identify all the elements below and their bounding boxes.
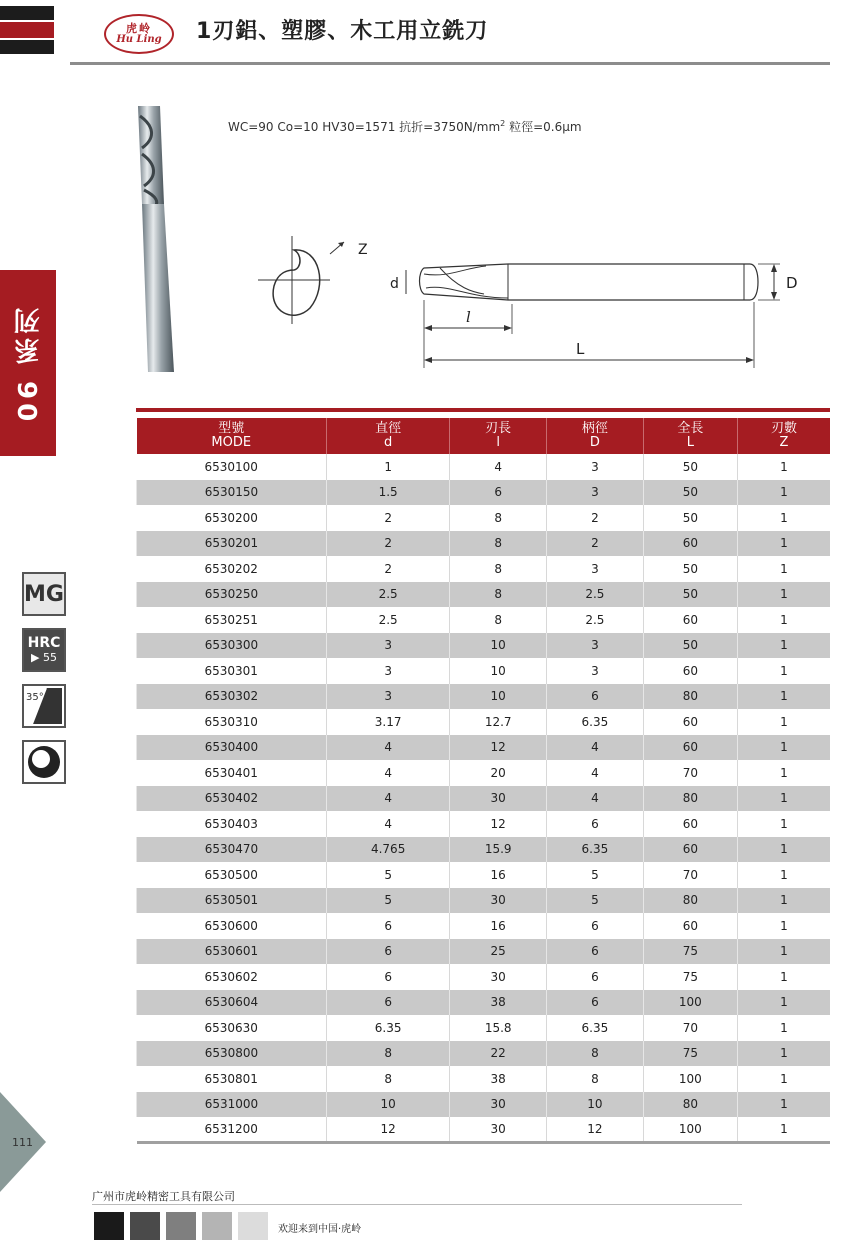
table-cell: 12 bbox=[450, 811, 547, 837]
company-name: 广州市虎岭精密工具有限公司 bbox=[92, 1190, 235, 1203]
table-cell: 16 bbox=[450, 913, 547, 939]
table-cell: 50 bbox=[643, 633, 737, 659]
table-cell: 6530501 bbox=[137, 888, 327, 914]
table-cell: 2 bbox=[547, 531, 644, 557]
table-cell: 70 bbox=[643, 1015, 737, 1041]
table-row bbox=[137, 760, 831, 786]
table-header-cell bbox=[326, 418, 449, 454]
table-cell: 3 bbox=[326, 684, 449, 710]
table-header-cell bbox=[137, 418, 327, 454]
table-cell: 1 bbox=[737, 531, 830, 557]
table-cell: 5 bbox=[547, 862, 644, 888]
table-row bbox=[137, 786, 831, 812]
table-cell: 1 bbox=[737, 786, 830, 812]
table-cell: 1 bbox=[737, 1066, 830, 1092]
helix-angle-icon bbox=[22, 684, 66, 728]
table-cell: 50 bbox=[643, 582, 737, 608]
hrc-icon bbox=[22, 628, 66, 672]
table-row bbox=[137, 1066, 831, 1092]
table-cell: 3 bbox=[547, 633, 644, 659]
table-cell: 6530500 bbox=[204, 867, 258, 882]
table-cell: 2.5 bbox=[326, 607, 449, 633]
header-stripe-top bbox=[0, 6, 54, 20]
table-cell: 5 bbox=[326, 862, 449, 888]
page-title: 1刃鋁、塑膠、木工用立銑刀 bbox=[196, 19, 489, 44]
table-cell: 6530150 bbox=[137, 480, 327, 506]
table-cell: 80 bbox=[643, 786, 737, 812]
table-cell: 4 bbox=[547, 735, 644, 761]
table-cell: 80 bbox=[643, 888, 737, 914]
table-cell: 6530800 bbox=[137, 1041, 327, 1067]
table-row bbox=[137, 709, 831, 735]
table-cell: 4 bbox=[547, 760, 644, 786]
table-cell: 12 bbox=[450, 735, 547, 761]
table-row bbox=[137, 1015, 831, 1041]
table-cell: 1 bbox=[737, 1015, 830, 1041]
table-cell: 6530400 bbox=[137, 735, 327, 761]
page-number: 111 bbox=[12, 1136, 33, 1149]
table-row bbox=[137, 556, 831, 582]
label-L: L bbox=[576, 340, 585, 358]
table-cell: 10 bbox=[450, 658, 547, 684]
spec-text: WC=90 Co=10 HV30=1571 抗折=3750N/mm bbox=[228, 120, 501, 134]
logo-cn: 虎岭 bbox=[126, 21, 152, 35]
hrc-icon-value: ▶ 55 bbox=[31, 650, 57, 664]
table-cell: 6 bbox=[547, 964, 644, 990]
table-cell: 2 bbox=[326, 505, 449, 531]
table-cell: 12 bbox=[547, 1117, 644, 1143]
header-cn: 型號 bbox=[218, 420, 245, 436]
spec-sup: 2 bbox=[500, 119, 506, 128]
table-row bbox=[137, 939, 831, 965]
table-cell: 75 bbox=[643, 1041, 737, 1067]
table-row bbox=[137, 480, 831, 506]
table-cell: 60 bbox=[643, 811, 737, 837]
table-row bbox=[137, 811, 831, 837]
table-cell: 6530402 bbox=[137, 786, 327, 812]
table-cell: 8 bbox=[450, 531, 547, 557]
table-row bbox=[137, 1092, 831, 1118]
table-cell: 12 bbox=[326, 1117, 449, 1143]
table-cell: 100 bbox=[643, 990, 737, 1016]
table-cell: 6.35 bbox=[547, 837, 644, 863]
table-cell: 8 bbox=[450, 582, 547, 608]
table-cell: 15.8 bbox=[450, 1015, 547, 1041]
spec-table bbox=[136, 418, 830, 1144]
header-cn: 柄徑 bbox=[581, 420, 608, 436]
table-row bbox=[137, 607, 831, 633]
table-cell: 75 bbox=[643, 939, 737, 965]
color-swatch bbox=[94, 1212, 124, 1240]
table-cell: 1 bbox=[737, 709, 830, 735]
table-cell: 3 bbox=[547, 454, 644, 480]
color-swatch bbox=[166, 1212, 196, 1240]
table-cell: 6530201 bbox=[137, 531, 327, 557]
table-cell: 6.35 bbox=[547, 709, 644, 735]
table-cell: 6530401 bbox=[204, 765, 258, 780]
label-d: d bbox=[390, 276, 399, 292]
header-en: Z bbox=[779, 435, 789, 450]
table-cell: 2.5 bbox=[326, 582, 449, 608]
table-cell: 1 bbox=[737, 684, 830, 710]
header-cn: 刃數 bbox=[770, 420, 797, 436]
helix-angle-text: 35° bbox=[26, 692, 44, 703]
table-cell: 6 bbox=[547, 913, 644, 939]
table-cell: 1 bbox=[737, 505, 830, 531]
table-cell: 6 bbox=[326, 913, 449, 939]
table-cell: 6530300 bbox=[137, 633, 327, 659]
header-cn: 全長 bbox=[677, 420, 704, 436]
table-cell: 25 bbox=[450, 939, 547, 965]
table-cell: 2.5 bbox=[547, 607, 644, 633]
color-swatch bbox=[130, 1212, 160, 1240]
table-header-cell bbox=[547, 418, 644, 454]
dimension-diagram bbox=[258, 228, 818, 368]
table-cell: 8 bbox=[450, 505, 547, 531]
table-cell: 6 bbox=[450, 480, 547, 506]
table-cell: 38 bbox=[450, 1066, 547, 1092]
table-cell: 15.9 bbox=[450, 837, 547, 863]
table-cell: 20 bbox=[450, 760, 547, 786]
table-cell: 1 bbox=[737, 658, 830, 684]
table-row bbox=[137, 505, 831, 531]
table-cell: 1 bbox=[737, 862, 830, 888]
table-cell: 2 bbox=[547, 505, 644, 531]
table-cell: 4 bbox=[326, 760, 449, 786]
end-mill-photo bbox=[134, 104, 180, 376]
table-cell: 1 bbox=[737, 888, 830, 914]
table-cell: 100 bbox=[643, 1066, 737, 1092]
table-cell: 4.765 bbox=[326, 837, 449, 863]
table-row bbox=[137, 964, 831, 990]
table-row bbox=[137, 888, 831, 914]
table-header-row bbox=[137, 418, 831, 454]
table-row bbox=[137, 684, 831, 710]
table-row bbox=[137, 862, 831, 888]
table-cell: 38 bbox=[450, 990, 547, 1016]
table-cell: 6.35 bbox=[547, 1015, 644, 1041]
table-cell: 1 bbox=[737, 556, 830, 582]
mg-icon bbox=[22, 572, 66, 616]
table-row bbox=[137, 837, 831, 863]
color-swatch bbox=[202, 1212, 232, 1240]
label-D: D bbox=[786, 274, 798, 292]
table-cell: 4 bbox=[547, 786, 644, 812]
table-cell: 50 bbox=[643, 556, 737, 582]
side-view bbox=[390, 264, 798, 368]
ball-icon-graphic bbox=[24, 742, 64, 782]
material-spec bbox=[228, 118, 582, 135]
table-cell: 60 bbox=[643, 709, 737, 735]
header-stripe-bottom bbox=[0, 40, 54, 54]
hrc-value: 55 bbox=[42, 650, 57, 664]
table-cell: 1 bbox=[737, 964, 830, 990]
table-cell: 6530200 bbox=[204, 510, 258, 525]
table-row bbox=[137, 454, 831, 480]
table-cell: 10 bbox=[450, 684, 547, 710]
table-top-rule bbox=[136, 408, 830, 412]
table-cell: 6 bbox=[326, 990, 449, 1016]
table-cell: 3 bbox=[547, 556, 644, 582]
table-cell: 1 bbox=[737, 454, 830, 480]
table-row bbox=[137, 531, 831, 557]
table-cell: 6530600 bbox=[204, 918, 258, 933]
series-label: 06 系列 bbox=[13, 304, 44, 422]
table-cell: 6530301 bbox=[204, 663, 258, 678]
logo-en: Hu Ling bbox=[116, 33, 162, 45]
table-body bbox=[137, 454, 831, 1143]
table-cell: 1.5 bbox=[326, 480, 449, 506]
table-cell: 1 bbox=[737, 990, 830, 1016]
table-cell: 1 bbox=[737, 939, 830, 965]
table-cell: 3.17 bbox=[326, 709, 449, 735]
table-cell: 2 bbox=[326, 556, 449, 582]
table-cell: 8 bbox=[326, 1041, 449, 1067]
table-cell: 60 bbox=[643, 735, 737, 761]
table-cell: 6530801 bbox=[204, 1071, 258, 1086]
header-cn: 刃長 bbox=[485, 420, 512, 436]
table-cell: 80 bbox=[643, 1092, 737, 1118]
table-cell: 100 bbox=[643, 1117, 737, 1143]
table-cell: 1 bbox=[737, 1041, 830, 1067]
table-cell: 1 bbox=[737, 837, 830, 863]
table-cell: 75 bbox=[643, 964, 737, 990]
table-row bbox=[137, 735, 831, 761]
table-cell: 1 bbox=[737, 913, 830, 939]
table-cell: 4 bbox=[450, 454, 547, 480]
table-cell: 3 bbox=[547, 658, 644, 684]
table-cell: 10 bbox=[450, 633, 547, 659]
table-cell: 6 bbox=[547, 939, 644, 965]
table-cell: 6531000 bbox=[137, 1092, 327, 1118]
table-cell: 2.5 bbox=[547, 582, 644, 608]
header-divider bbox=[70, 62, 830, 65]
table-cell: 6 bbox=[547, 684, 644, 710]
table-cell: 1 bbox=[737, 480, 830, 506]
header-en: L bbox=[686, 435, 694, 450]
table-cell: 8 bbox=[547, 1066, 644, 1092]
table-row bbox=[137, 913, 831, 939]
table-cell: 3 bbox=[326, 658, 449, 684]
header-stripe-red bbox=[0, 22, 54, 38]
header-en: MODE bbox=[211, 435, 252, 450]
table-cell: 1 bbox=[737, 582, 830, 608]
table-cell: 30 bbox=[450, 1117, 547, 1143]
table-row bbox=[137, 658, 831, 684]
table-cell: 6 bbox=[326, 939, 449, 965]
welcome-text: 欢迎来到中国·虎岭 bbox=[278, 1224, 362, 1235]
table-cell: 6530302 bbox=[137, 684, 327, 710]
table-cell: 6530604 bbox=[137, 990, 327, 1016]
table-cell: 6531200 bbox=[137, 1117, 327, 1143]
table-cell: 1 bbox=[737, 1117, 830, 1143]
table-cell: 10 bbox=[547, 1092, 644, 1118]
table-cell: 50 bbox=[643, 454, 737, 480]
table-cell: 6 bbox=[547, 811, 644, 837]
table-cell: 6530100 bbox=[204, 459, 258, 474]
table-cell: 22 bbox=[450, 1041, 547, 1067]
table-row bbox=[137, 1041, 831, 1067]
table-cell: 70 bbox=[643, 862, 737, 888]
spec-tail: 粒徑=0.6μm bbox=[505, 120, 582, 134]
table-cell: 60 bbox=[643, 913, 737, 939]
table-cell: 6530403 bbox=[204, 816, 258, 831]
footer-divider bbox=[92, 1204, 742, 1205]
table-cell: 6530630 bbox=[204, 1020, 258, 1035]
table-cell: 60 bbox=[643, 531, 737, 557]
table-cell: 3 bbox=[326, 633, 449, 659]
table-cell: 8 bbox=[326, 1066, 449, 1092]
table-cell: 1 bbox=[737, 633, 830, 659]
header-en: D bbox=[589, 435, 600, 450]
table-cell: 1 bbox=[737, 607, 830, 633]
table-cell: 60 bbox=[643, 658, 737, 684]
table-cell: 6530470 bbox=[137, 837, 327, 863]
table-cell: 8 bbox=[450, 607, 547, 633]
helix-angle-icon-graphic bbox=[24, 686, 64, 726]
table-cell: 6 bbox=[547, 990, 644, 1016]
table-cell: 1 bbox=[737, 760, 830, 786]
table-cell: 2 bbox=[326, 531, 449, 557]
table-cell: 50 bbox=[643, 505, 737, 531]
label-l: l bbox=[466, 308, 471, 326]
table-cell: 4 bbox=[326, 811, 449, 837]
cross-section bbox=[258, 236, 368, 324]
table-cell: 12.7 bbox=[450, 709, 547, 735]
table-cell: 10 bbox=[326, 1092, 449, 1118]
table-cell: 1 bbox=[326, 454, 449, 480]
table-cell: 5 bbox=[326, 888, 449, 914]
table-cell: 60 bbox=[643, 837, 737, 863]
table-header-cell bbox=[450, 418, 547, 454]
table-cell: 6530601 bbox=[137, 939, 327, 965]
table-cell: 1 bbox=[737, 811, 830, 837]
table-cell: 6530602 bbox=[204, 969, 258, 984]
table-cell: 6530250 bbox=[137, 582, 327, 608]
color-swatch bbox=[238, 1212, 268, 1240]
table-header-cell bbox=[643, 418, 737, 454]
label-z: Z bbox=[358, 242, 368, 258]
table-row bbox=[137, 582, 831, 608]
table-cell: 80 bbox=[643, 684, 737, 710]
table-cell: 6530202 bbox=[204, 561, 258, 576]
table-cell: 30 bbox=[450, 1092, 547, 1118]
table-cell: 4 bbox=[326, 786, 449, 812]
table-header-cell bbox=[737, 418, 830, 454]
table-cell: 6530251 bbox=[204, 612, 258, 627]
table-cell: 3 bbox=[547, 480, 644, 506]
table-cell: 60 bbox=[643, 607, 737, 633]
header-en: l bbox=[496, 435, 500, 450]
table-row bbox=[137, 1117, 831, 1143]
table-cell: 16 bbox=[450, 862, 547, 888]
table-cell: 1 bbox=[737, 1092, 830, 1118]
table-cell: 4 bbox=[326, 735, 449, 761]
table-cell: 5 bbox=[547, 888, 644, 914]
table-cell: 30 bbox=[450, 888, 547, 914]
ball-icon bbox=[22, 740, 66, 784]
table-cell: 6 bbox=[326, 964, 449, 990]
header-cn: 直徑 bbox=[375, 420, 402, 436]
table-row bbox=[137, 633, 831, 659]
table-cell: 70 bbox=[643, 760, 737, 786]
table-cell: 30 bbox=[450, 964, 547, 990]
hrc-icon-text: HRC bbox=[27, 635, 61, 652]
brand-logo bbox=[104, 14, 174, 54]
table-cell: 1 bbox=[737, 735, 830, 761]
series-tab bbox=[0, 270, 56, 456]
header-en: d bbox=[384, 435, 393, 450]
table-row bbox=[137, 990, 831, 1016]
table-cell: 8 bbox=[547, 1041, 644, 1067]
table-cell: 6.35 bbox=[326, 1015, 449, 1041]
table-cell: 8 bbox=[450, 556, 547, 582]
mg-icon-text: MG bbox=[24, 581, 64, 607]
table-cell: 50 bbox=[643, 480, 737, 506]
table-cell: 6530310 bbox=[204, 714, 258, 729]
table-cell: 30 bbox=[450, 786, 547, 812]
